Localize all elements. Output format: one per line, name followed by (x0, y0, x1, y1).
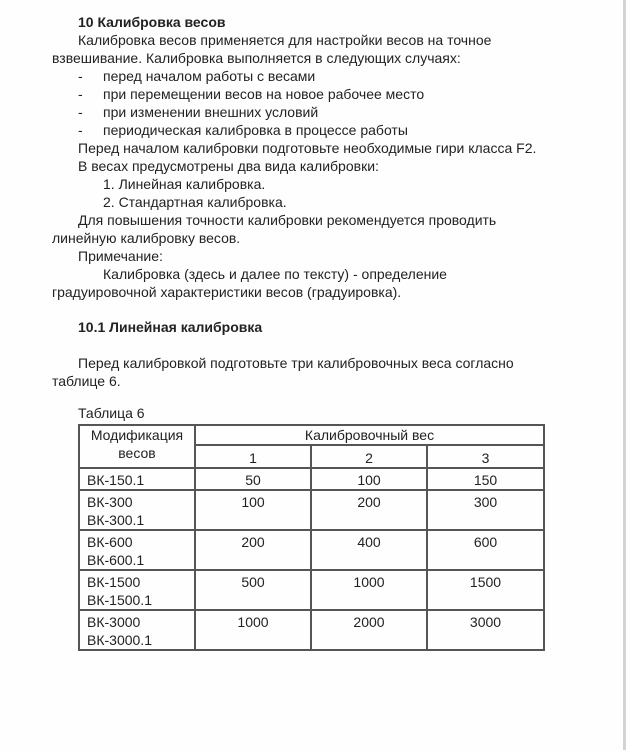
header-model: Модификация весов (79, 425, 195, 468)
weight-cell: 500 (195, 570, 311, 610)
weights-note: Перед началом калибровки подготовьте необходимые гири класса F2. (78, 140, 537, 156)
recommend-line-1: Для повышения точности калибровки рекомендуется проводить (78, 212, 497, 228)
model-cell: ВК-1500 ВК-1500.1 (79, 570, 195, 610)
table-row (79, 490, 544, 530)
weight-cell: 600 (427, 530, 544, 570)
section-title: 10 Калибровка весов (78, 14, 226, 30)
weight-cell: 1000 (311, 570, 427, 610)
type-item-standard: 2. Стандартная калибровка. (103, 194, 287, 210)
model-cell: ВК-600 ВК-600.1 (79, 530, 195, 570)
table-row (79, 530, 544, 570)
weight-cell: 100 (311, 468, 427, 490)
model-cell: ВК-3000 ВК-3000.1 (79, 610, 195, 650)
note-line-2: градуировочной характеристики весов (градуировка). (52, 284, 402, 300)
list-item: перед началом работы с весами (103, 68, 316, 84)
table-row (79, 570, 544, 610)
header-calibration-weight: Калибровочный вес (195, 425, 544, 445)
subheader-1: 1 (195, 445, 311, 468)
table-row (79, 468, 544, 490)
weight-cell: 100 (195, 490, 311, 530)
weight-cell: 200 (195, 530, 311, 570)
subsection-title: 10.1 Линейная калибровка (78, 319, 263, 335)
weight-cell: 3000 (427, 610, 544, 650)
list-item: периодическая калибровка в процессе работы (103, 122, 408, 138)
intro-line-2: взвешивание. Калибровка выполняется в следующих случаях: (52, 50, 461, 66)
bullet: - (78, 104, 83, 120)
weight-cell: 200 (311, 490, 427, 530)
note-label: Примечание: (78, 248, 163, 264)
model-cell: ВК-150.1 (79, 468, 195, 490)
weight-cell: 50 (195, 468, 311, 490)
subheader-2: 2 (311, 445, 427, 468)
calibration-weights-table (78, 424, 545, 651)
subheader-3: 3 (427, 445, 544, 468)
table-caption: Таблица 6 (78, 405, 145, 421)
intro-line-1: Калибровка весов применяется для настройки весов на точное (78, 32, 492, 48)
weight-cell: 1500 (427, 570, 544, 610)
subsection-text-1: Перед калибровкой подготовьте три калибровочных веса согласно (78, 355, 514, 371)
note-line-1: Калибровка (здесь и далее по тексту) - определение (103, 266, 447, 282)
table-row (79, 610, 544, 650)
types-intro: В весах предусмотрены два вида калибровки: (78, 158, 379, 174)
weight-cell: 400 (311, 530, 427, 570)
type-item-linear: 1. Линейная калибровка. (103, 176, 266, 192)
weight-cell: 1000 (195, 610, 311, 650)
bullet: - (78, 122, 83, 138)
model-cell: ВК-300 ВК-300.1 (79, 490, 195, 530)
list-item: при изменении внешних условий (103, 104, 319, 120)
weight-cell: 150 (427, 468, 544, 490)
recommend-line-2: линейную калибровку весов. (52, 230, 241, 246)
subsection-text-2: таблице 6. (52, 373, 121, 389)
list-item: при перемещении весов на новое рабочее место (103, 86, 425, 102)
weight-cell: 2000 (311, 610, 427, 650)
bullet: - (78, 86, 83, 102)
bullet: - (78, 68, 83, 84)
weight-cell: 300 (427, 490, 544, 530)
